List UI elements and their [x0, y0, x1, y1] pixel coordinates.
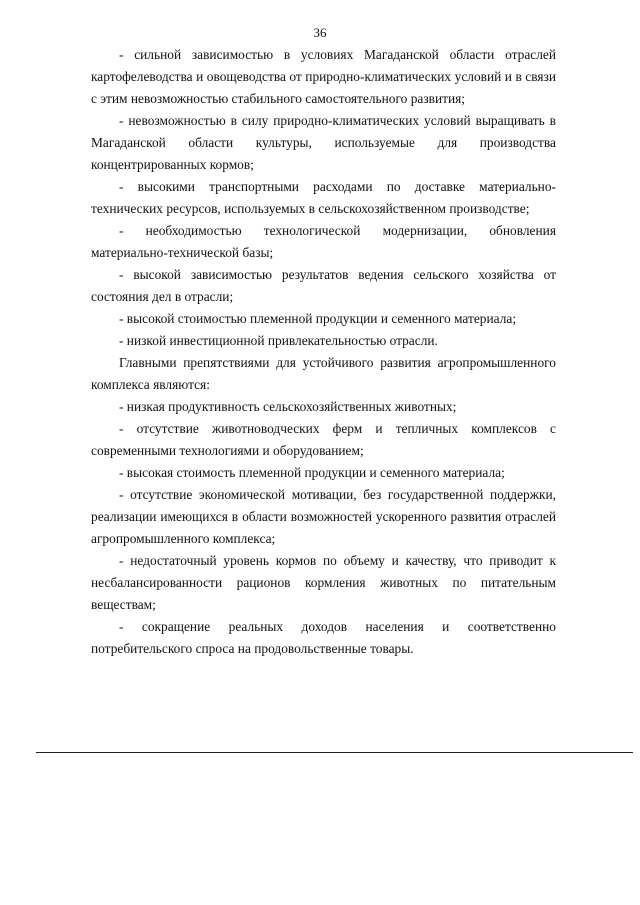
paragraph-obstacle-motivation: - отсутствие экономической мотивации, без государственной поддержки, реализации имеющихся в области возможностей ускоренного развития отраслей агропромышленного комплекса;	[91, 487, 556, 546]
document-body	[91, 44, 556, 660]
paragraph-obstacle-farms: - отсутствие животноводческих ферм и тепличных комплексов с современными технологиями и оборудованием;	[91, 421, 556, 458]
paragraph-risk-climate: - сильной зависимостью в условиях Магаданской области отраслей картофелеводства и овощеводства от природно-климатических условий и в связи с этим невозможностью стабильного самостоятельного развития;	[91, 47, 556, 106]
paragraph-risk-transport: - высокими транспортными расходами по доставке материально-технических ресурсов, используемых в сельскохозяйственном производстве;	[91, 179, 556, 216]
paragraph-obstacle-breeding-cost: - высокая стоимость племенной продукции и семенного материала;	[119, 465, 505, 480]
paragraph-risk-investment: - низкой инвестиционной привлекательностью отрасли.	[119, 333, 438, 348]
footer-divider-line	[36, 752, 633, 753]
paragraph-obstacle-income: - сокращение реальных доходов населения и соответственно потребительского спроса на продовольственные товары.	[91, 619, 556, 656]
paragraph-obstacles-intro: Главными препятствиями для устойчивого развития агропромышленного комплекса являются:	[91, 355, 556, 392]
paragraph-obstacle-productivity: - низкая продуктивность сельскохозяйственных животных;	[119, 399, 457, 414]
paragraph-risk-breeding-cost: - высокой стоимостью племенной продукции и семенного материала;	[119, 311, 517, 326]
paragraph-risk-feed-crops: - невозможностью в силу природно-климатических условий выращивать в Магаданской области культуры, используемые для производства концентрированных кормов;	[91, 113, 556, 172]
page-number: 36	[313, 25, 327, 40]
paragraph-risk-modernization: - необходимостью технологической модернизации, обновления материально-технической базы;	[91, 223, 556, 260]
paragraph-obstacle-feed: - недостаточный уровень кормов по объему и качеству, что приводит к несбалансированности рационов кормления животных по питательным веществам;	[91, 553, 556, 612]
paragraph-risk-dependency: - высокой зависимостью результатов ведения сельского хозяйства от состояния дел в отрасли;	[91, 267, 556, 304]
